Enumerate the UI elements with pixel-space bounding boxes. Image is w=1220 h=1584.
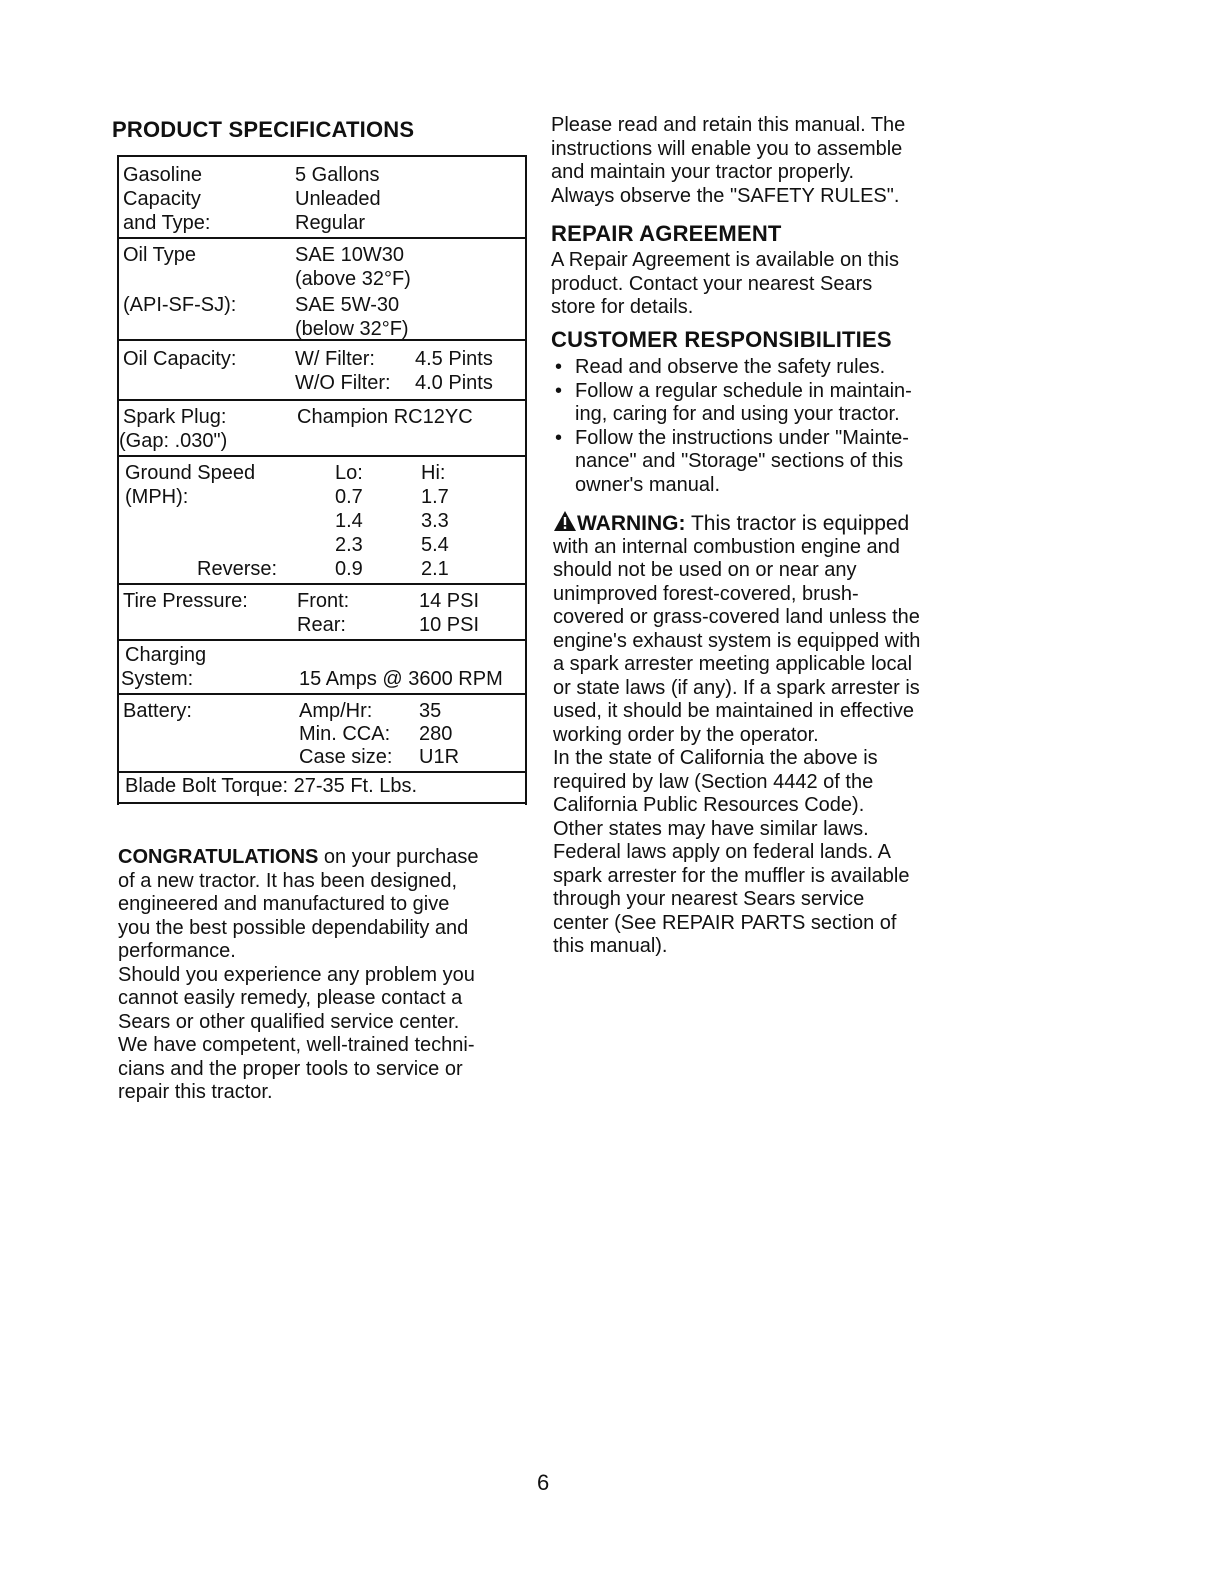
congrats-head: CONGRATULATIONS [118, 846, 319, 868]
customer-title: CUSTOMER RESPONSIBILITIES [551, 327, 892, 352]
charging-label-2: System: [121, 668, 194, 690]
oil-capacity-value-1: 4.5 Pints [415, 348, 493, 370]
ground-speed-reverse-label: Reverse: [197, 558, 278, 580]
oil-type-label-2: (API-SF-SJ): [123, 294, 237, 316]
warning-triangle-icon [553, 510, 577, 532]
warning-line-0 [553, 510, 973, 536]
spec-row-charging [119, 639, 525, 695]
customer-b3-line-2: nance" and "Storage" sections of this [575, 450, 904, 472]
gasoline-value-2: Unleaded [295, 188, 381, 210]
tire-rear-key: Rear: [297, 614, 346, 636]
spec-row-oil-type [119, 237, 525, 341]
gasoline-label-2: Capacity [123, 188, 201, 210]
congrats-line-2: of a new tractor. It has been designed, [118, 869, 458, 892]
congrats-line-11: repair this tractor. [118, 1081, 273, 1103]
spec-row-battery [119, 693, 525, 773]
oil-capacity-label: Oil Capacity: [123, 348, 237, 370]
warning-line-11: required by law (Section 4442 of the [553, 770, 874, 793]
specs-title: PRODUCT SPECIFICATIONS [112, 117, 415, 142]
ground-speed-lo-head: Lo: [335, 462, 363, 484]
spec-row-gasoline [119, 157, 525, 239]
customer-b2-line-1: Follow a regular schedule in maintain- [575, 379, 912, 402]
warning-line-8: used, it should be maintained in effective [553, 700, 914, 722]
intro-line-2: instructions will enable you to assemble [551, 137, 903, 160]
warning-first: This tractor is equipped [685, 512, 910, 535]
congrats-line-8: Sears or other qualified service center. [118, 1010, 460, 1033]
battery-value-2: 280 [419, 723, 453, 745]
customer-b3-line-1: Follow the instructions under "Mainte- [575, 426, 909, 449]
intro-line-1: Please read and retain this manual. The [551, 114, 906, 136]
oil-type-value-3: SAE 5W-30 [295, 294, 400, 316]
congrats-line-5: performance. [118, 940, 236, 962]
ground-speed-reverse-hi: 2.1 [421, 558, 449, 580]
ground-speed-hi-head: Hi: [421, 462, 446, 484]
congrats-line-4: you the best possible dependability and [118, 916, 469, 939]
congrats-line-10: cians and the proper tools to service or [118, 1057, 463, 1080]
warning-line-14: Federal laws apply on federal lands. A [553, 841, 891, 863]
warning-line-3: unimproved forest-covered, brush- [553, 582, 859, 605]
spark-plug-label-2: (Gap: .030") [119, 430, 228, 452]
intro-line-4: Always observe the "SAFETY RULES". [551, 184, 900, 207]
oil-type-value-1: SAE 10W30 [295, 244, 404, 266]
warning-line-10: In the state of California the above is [553, 747, 878, 769]
spec-row-oil-capacity [119, 339, 525, 401]
repair-title: REPAIR AGREEMENT [551, 221, 782, 246]
gasoline-value-3: Regular [295, 212, 366, 234]
repair-line-1: A Repair Agreement is available on this [551, 249, 899, 271]
warning-line-7: or state laws (if any). If a spark arrester is [553, 676, 920, 699]
customer-list [553, 356, 973, 497]
warning-line-15: spark arrester for the muffler is available [553, 864, 910, 887]
oil-capacity-key-1: W/ Filter: [295, 348, 375, 370]
battery-label: Battery: [123, 700, 192, 722]
warning-line-16: through your nearest Sears service [553, 888, 865, 910]
spec-row-blade-torque [117, 770, 527, 804]
ground-speed-hi-2: 3.3 [421, 510, 449, 532]
ground-speed-lo-2: 1.4 [335, 510, 363, 532]
warning-head: WARNING: [577, 512, 686, 535]
repair-line-2: product. Contact your nearest Sears [551, 272, 873, 295]
warning-line-2: should not be used on or near any [553, 559, 857, 581]
gasoline-value-1: 5 Gallons [295, 164, 380, 186]
congratulations-section [118, 846, 528, 1105]
repair-line-3: store for details. [551, 296, 694, 318]
oil-capacity-value-2: 4.0 Pints [415, 372, 493, 394]
warning-line-17: center (See REPAIR PARTS section of [553, 911, 897, 934]
tire-pressure-label: Tire Pressure: [123, 590, 248, 612]
battery-key-3: Case size: [299, 746, 393, 768]
ground-speed-lo-3: 2.3 [335, 534, 363, 556]
oil-type-label-1: Oil Type [123, 244, 196, 266]
gasoline-label-1: Gasoline [123, 164, 202, 186]
customer-bullet-2 [553, 380, 973, 427]
oil-type-value-4: (below 32°F) [295, 318, 409, 340]
gasoline-label-3: and Type: [123, 212, 211, 234]
customer-b3-line-3: owner's manual. [575, 473, 720, 496]
congrats-line-1-rest: on your purchase [318, 846, 479, 868]
ground-speed-lo-1: 0.7 [335, 486, 363, 508]
congrats-line-6: Should you experience any problem you [118, 963, 475, 986]
spark-plug-label-1: Spark Plug: [123, 406, 227, 428]
battery-key-1: Amp/Hr: [299, 700, 373, 722]
spec-row-spark-plug [119, 399, 525, 457]
ground-speed-hi-3: 5.4 [421, 534, 449, 556]
warning-line-13: Other states may have similar laws. [553, 817, 869, 840]
ground-speed-hi-1: 1.7 [421, 486, 449, 508]
ground-speed-label-2: (MPH): [125, 486, 189, 508]
customer-bullet-1 [553, 356, 973, 380]
intro-line-3: and maintain your tractor properly. [551, 161, 855, 183]
congrats-line-7: cannot easily remedy, please contact a [118, 987, 463, 1009]
oil-type-value-2: (above 32°F) [295, 268, 411, 290]
customer-b1-line-1: Read and observe the safety rules. [575, 356, 886, 378]
spec-table [117, 155, 527, 805]
ground-speed-label-1: Ground Speed [125, 462, 256, 484]
charging-value: 15 Amps @ 3600 RPM [299, 668, 503, 690]
battery-key-2: Min. CCA: [299, 723, 391, 745]
warning-line-5: engine's exhaust system is equipped with [553, 629, 921, 652]
blade-torque-text: Blade Bolt Torque: 27-35 Ft. Lbs. [125, 775, 418, 797]
congrats-line-1 [118, 846, 528, 870]
congrats-line-3: engineered and manufactured to give [118, 893, 450, 915]
intro-section [551, 114, 971, 208]
congrats-line-9: We have competent, well-trained techni- [118, 1034, 475, 1056]
warning-line-9: working order by the operator. [553, 723, 819, 746]
spark-plug-value: Champion RC12YC [297, 406, 473, 428]
warning-line-12: California Public Resources Code). [553, 794, 865, 816]
ground-speed-reverse-lo: 0.9 [335, 558, 363, 580]
customer-b2-line-2: ing, caring for and using your tractor. [575, 403, 900, 425]
tire-front-value: 14 PSI [419, 590, 480, 612]
warning-line-1: with an internal combustion engine and [553, 535, 900, 558]
tire-rear-value: 10 PSI [419, 614, 480, 636]
warning-line-18: this manual). [553, 935, 668, 957]
spec-row-tire-pressure [119, 583, 525, 641]
warning-line-4: covered or grass-covered land unless the [553, 606, 920, 628]
warning-section [553, 510, 973, 959]
customer-bullet-3 [553, 427, 973, 498]
oil-capacity-key-2: W/O Filter: [295, 372, 391, 394]
spec-row-ground-speed [119, 455, 525, 585]
warning-line-6: a spark arrester meeting applicable local [553, 653, 913, 675]
repair-section [551, 249, 971, 320]
battery-value-3: U1R [419, 746, 460, 768]
charging-label-1: Charging [125, 644, 207, 666]
tire-front-key: Front: [297, 590, 350, 612]
battery-value-1: 35 [419, 700, 442, 722]
page-number: 6 [537, 1470, 550, 1495]
